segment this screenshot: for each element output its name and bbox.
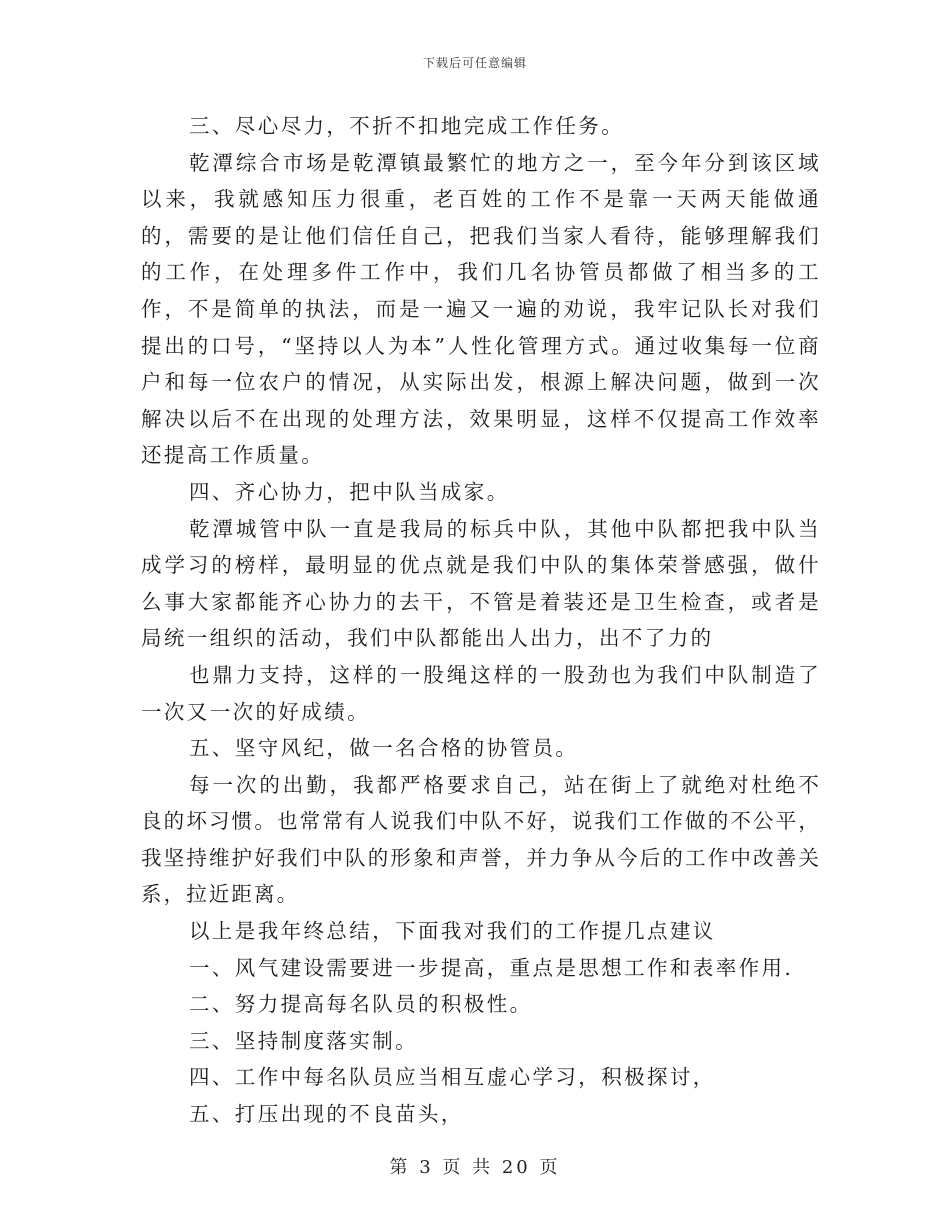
- suggestion-item-two: 二、努力提高每名队员的积极性。: [189, 992, 533, 1017]
- suggestion-item-four: 四、工作中每名队员应当相互虚心学习，积极探讨，: [189, 1065, 716, 1090]
- paragraph-discipline: 每一次的出勤，我都严格要求自己，站在街上了就绝对杜绝不良的坏习惯。也常常有人说我们中队不好，说我们工作做的不公平，我坚持维护好我们中队的形象和声誉，并力争从今后的工作中改善关系，拉近距离。: [141, 772, 821, 907]
- document-body: [141, 108, 821, 1133]
- suggestion-item-five: 五、打压出现的不良苗头，: [189, 1102, 464, 1127]
- page-number-footer: 第 3 页 共 20 页: [389, 1157, 561, 1178]
- paragraph-team-spirit: 乾潭城管中队一直是我局的标兵中队，其他中队都把我中队当成学习的榜样，最明显的优点就是我们中队的集体荣誉感强，做什么事大家都能齐心协力的去干，不管是着装还是卫生检查，或者是局统一组织的活动，我们中队都能出人出力，出不了力的: [141, 516, 821, 651]
- paragraph-market-work: 乾潭综合市场是乾潭镇最繁忙的地方之一，至今年分到该区域以来，我就感知压力很重，老百姓的工作不是靠一天两天能做通的，需要的是让他们信任自己，把我们当家人看待，能够理解我们的工作，在处理多件工作中，我们几名协管员都做了相当多的工作，不是简单的执法，而是一遍又一遍的劝说，我牢记队长对我们提出的口号，“坚持以人为本”人性化管理方式。通过收集每一位商户和每一位农户的情况，从实际出发，根源上解决问题，做到一次解决以后不在出现的处理方法，效果明显，这样不仅提高工作效率还提高工作质量。: [141, 150, 821, 468]
- heading-section-five: 五、坚守风纪，做一名合格的协管员。: [189, 736, 579, 761]
- suggestion-item-one: 一、风气建设需要进一步提高，重点是思想工作和表率作用.: [189, 955, 794, 980]
- heading-section-three: 三、尽心尽力，不折不扣地完成工作任务。: [189, 114, 625, 138]
- paragraph-summary-intro: 以上是我年终总结，下面我对我们的工作提几点建议: [189, 919, 716, 944]
- paragraph-team-support: 也鼎力支持，这样的一股绳这样的一股劲也为我们中队制造了一次又一次的好成绩。: [141, 662, 821, 724]
- header-note: 下载后可任意编辑: [422, 56, 527, 70]
- suggestion-item-three: 三、坚持制度落实制。: [189, 1028, 418, 1053]
- heading-section-four: 四、齐心协力，把中队当成家。: [189, 479, 510, 504]
